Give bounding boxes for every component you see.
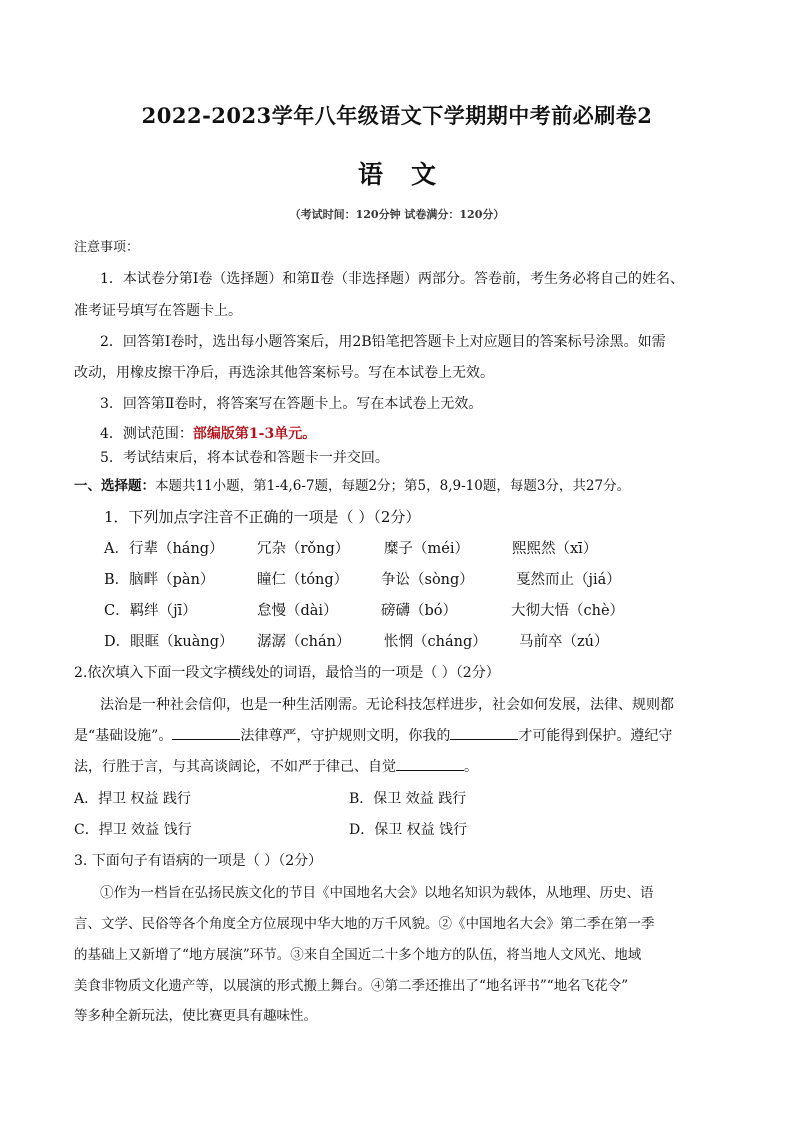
test-scope: 部编版第1-3单元。 — [192, 426, 317, 442]
section-1-heading — [74, 474, 630, 494]
q2-passage-text-c: 才可能得到保护。遵纪守 — [518, 728, 673, 744]
q3-sentence-line-3: 的基础上又新增了“地方展演”环节。③来自全国近二十多个地方的队伍，将当地人文风光、地域 — [74, 947, 642, 963]
q3-sentence-line-2: 言、文学、民俗等各个角度全方位展现中华大地的万千风貌。②《中国地名大会》第二季在第一季 — [74, 916, 655, 932]
q1-option-d-4: 马前卒（zú） — [519, 634, 609, 650]
notice-item-5: 5．考试结束后，将本试卷和答题卡一并交回。 — [100, 450, 389, 466]
q2-option-c: C．捍卫 效益 饯行 — [74, 822, 192, 838]
q1-option-a-1: A．行辈（háng） — [104, 541, 224, 557]
q2-passage-text-d: 法，行胜于言，与其高谈阔论，不如严于律己、自觉 — [74, 759, 396, 775]
q1-option-c-4: 大彻大悟（chè） — [511, 603, 625, 619]
q2-option-b: B．保卫 效益 践行 — [349, 791, 467, 807]
q1-option-c-2: 怠慢（dài） — [257, 603, 338, 619]
q2-passage-line-2 — [74, 725, 672, 745]
q1-option-a-3: 糜子（méi） — [384, 541, 469, 557]
q1-option-a-4: 熙熙然（xī） — [512, 541, 598, 557]
section-1-label: 一、选择题： — [74, 478, 155, 494]
q3-sentence-line-5: 等多种全新玩法，使比赛更具有趣味性。 — [74, 1008, 317, 1024]
subject-heading: 语文 — [357, 160, 464, 189]
question-3-stem: 3. 下面句子有语病的一项是（ ）（2分） — [74, 853, 323, 869]
exam-title: 2022-2023学年八年级语文下学期期中考前必刷卷2 — [141, 103, 653, 128]
q2-option-a: A．捍卫 权益 践行 — [74, 791, 192, 807]
q1-option-b-3: 争讼（sòng） — [381, 572, 474, 588]
notice-item-2-line-1: 2．回答第Ⅰ卷时，选出每小题答案后，用2B铅笔把答题卡上对应题目的答案标号涂黑。如需 — [100, 334, 666, 350]
q1-option-c-1: C．羁绊（jī） — [104, 603, 197, 619]
q1-option-b-2: 瞳仁（tóng） — [257, 572, 349, 588]
section-1-description: 本题共11小题，第1-4,6-7题，每题2分；第5，8,9-10题，每题3分，共27分。 — [155, 478, 631, 494]
blank-1 — [172, 725, 240, 740]
q2-passage-line-1: 法治是一种社会信仰，也是一种生活刚需。无论科技怎样进步，社会如何发展，法律、规则都 — [100, 697, 674, 713]
question-2-stem: 2.依次填入下面一段文字横线处的词语，最恰当的一项是（ ）（2分） — [74, 665, 500, 681]
q3-sentence-line-4: 美食非物质文化遗产等，以展演的形式搬上舞台。④第二季还推出了“地名评书”“地名飞花令” — [74, 978, 629, 994]
q3-sentence-line-1: ①作为一档旨在弘扬民族文化的节目《中国地名大会》以地名知识为载体，从地理、历史、语 — [100, 885, 654, 901]
notice-item-2-line-2: 改动，用橡皮擦干净后，再选涂其他答案标号。写在本试卷上无效。 — [74, 365, 494, 381]
question-1-stem: 1．下列加点字注音不正确的一项是（ ）（2分） — [104, 508, 421, 526]
blank-3 — [396, 756, 464, 771]
q1-option-b-1: B．脑畔（pàn） — [104, 572, 215, 588]
q1-option-c-3: 磅礴（bó） — [381, 603, 458, 619]
notice-item-1-line-2: 准考证号填写在答题卡上。 — [74, 303, 242, 319]
blank-2 — [450, 725, 518, 740]
q2-passage-text-a: 是“基础设施”。 — [74, 728, 173, 744]
q2-option-d: D．保卫 权益 饯行 — [349, 822, 468, 838]
q1-option-d-2: 潺潺（chán） — [257, 634, 351, 650]
q1-option-b-4: 戛然而止（jiá） — [516, 572, 621, 588]
q1-option-d-1: D．眼眶（kuàng） — [104, 634, 234, 650]
q1-option-a-2: 冗杂（rǒng） — [257, 541, 350, 557]
notice-item-3: 3．回答第Ⅱ卷时，将答案写在答题卡上。写在本试卷上无效。 — [100, 396, 483, 412]
exam-time-and-score: （考试时间：120分钟 试卷满分：120分） — [289, 208, 505, 221]
q2-passage-text-b: 法律尊严，守护规则文明，你我的 — [240, 728, 451, 744]
notice-item-4-prefix: 4．测试范围： — [100, 426, 193, 442]
notice-item-4 — [100, 423, 316, 443]
q2-passage-text-e: 。 — [464, 759, 478, 775]
notice-heading: 注意事项： — [74, 240, 140, 255]
q2-passage-line-3 — [74, 756, 478, 776]
q1-option-d-3: 怅惘（cháng） — [384, 634, 487, 650]
notice-item-1-line-1: 1．本试卷分第Ⅰ卷（选择题）和第Ⅱ卷（非选择题）两部分。答卷前，考生务必将自己的姓名、 — [100, 271, 684, 287]
